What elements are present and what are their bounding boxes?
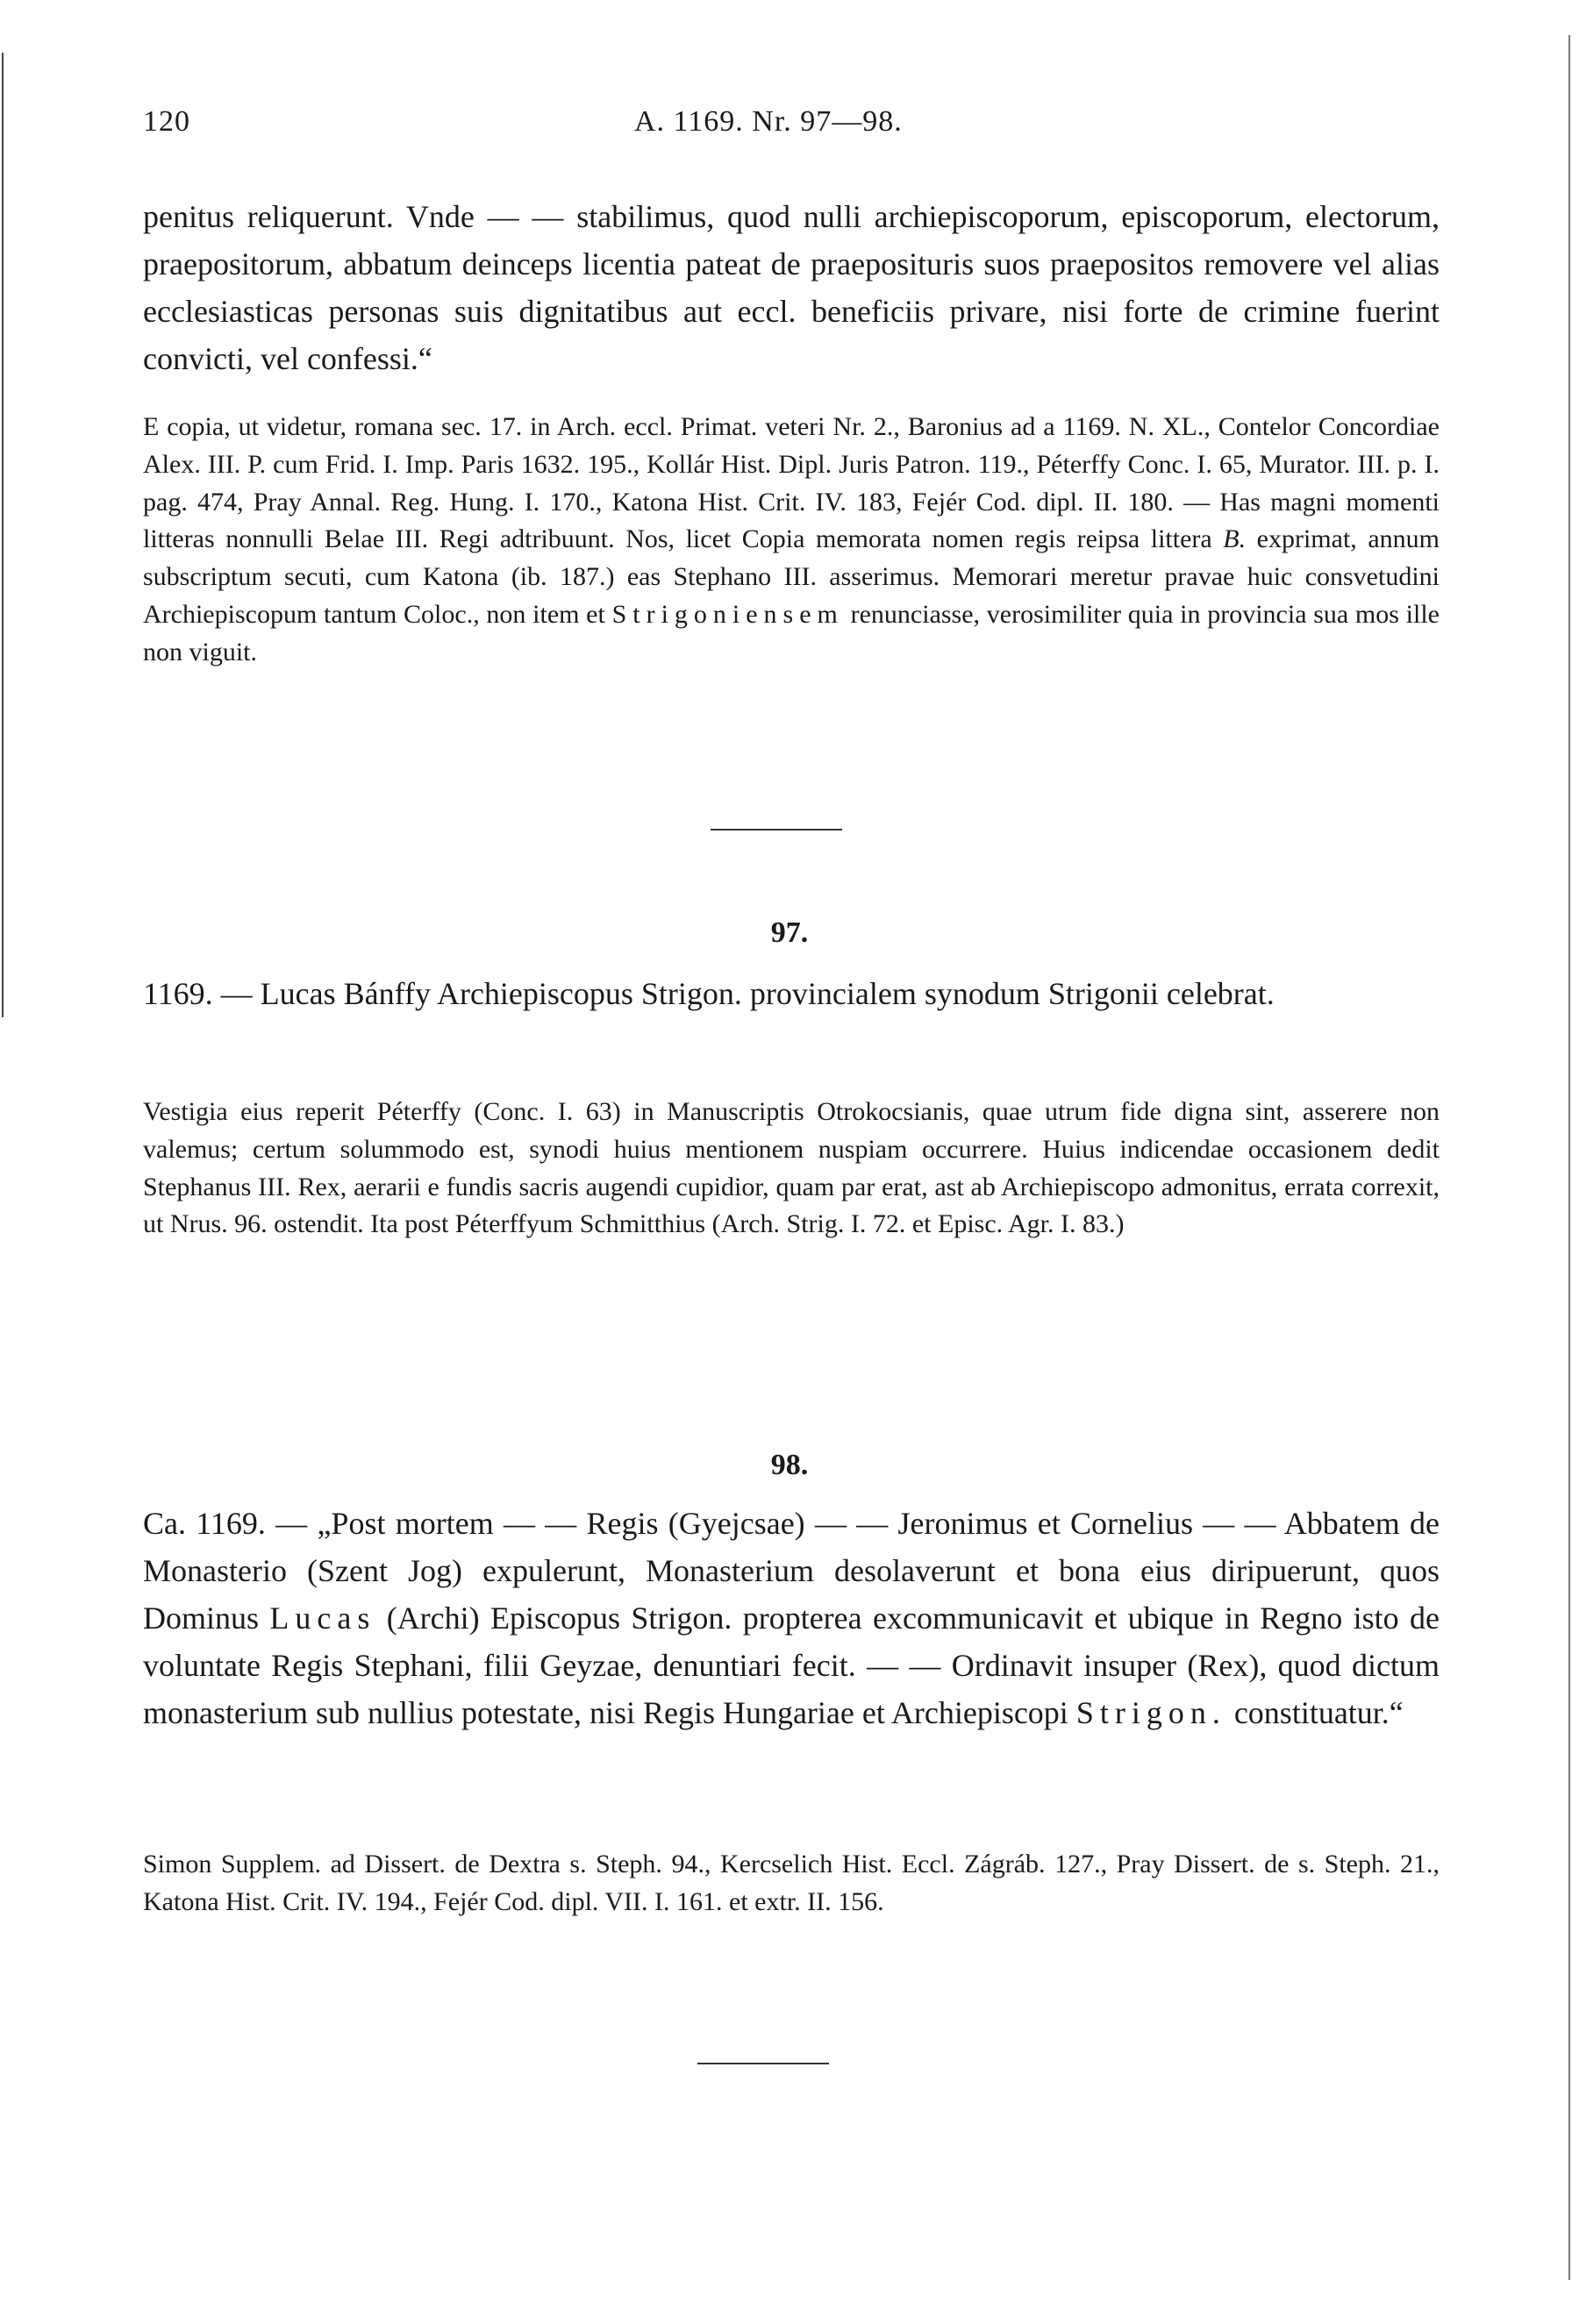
running-title: A. 1169. Nr. 97—98. — [634, 105, 903, 138]
note-text-part-2: exprimat, annum subscriptum secuti, cum Katona (ib. 187.) eas Stephano III. asserimus. Memorari meretur pravae huic consvetudini Archiepiscopum tantum Coloc., non item et — [143, 524, 1440, 629]
doc98-text-part-2: (Archi) Episcopus Strigon. propterea excommunicavit et ubique in Regno isto de voluntate Regis Stephani, filii Geyzae, denuntiari fecit. — — Ordinavit insuper (Rex), quod dictum monasterium sub nullius potestate, nisi Regis Hungariae et Archiepiscopi — [143, 1600, 1440, 1730]
page-number: 120 — [143, 105, 190, 138]
document-97-summary: 1169. — Lucas Bánffy Archiepiscopus Strigon. provincialem synodum Strigonii celebrat. — [143, 976, 1275, 1011]
section-divider-1 — [711, 829, 842, 831]
doc98-text-part-3: constituatur.“ — [1225, 1695, 1404, 1730]
right-scan-edge — [1568, 35, 1570, 2280]
note-italic-letter: B. — [1223, 524, 1247, 554]
document-98-note: Simon Supplem. ad Dissert. de Dextra s. Steph. 94., Kercselich Hist. Eccl. Zágráb. 127., Pray Dissert. de s. Steph. 21., Katona Hist. Crit. IV. 194., Fejér Cod. dipl. VII. I. 161. et extr. II. 156. — [143, 1850, 1440, 1916]
document-number-98: 98. — [770, 1449, 809, 1481]
doc98-spaced-place: Strigon. — [1075, 1695, 1226, 1730]
document-98-text — [143, 1500, 1440, 1736]
note-spaced-word: Strigoniensem — [611, 599, 844, 629]
note-text-part-3: renunciasse, verosimiliter quia in provincia sua mos ille non viguit. — [143, 599, 1440, 667]
section-divider-2 — [697, 2063, 829, 2064]
running-head — [143, 105, 1440, 149]
continuation-text: penitus reliquerunt. Vnde — — stabilimus, quod nulli archiepiscoporum, episcoporum, electorum, praepositorum, abbatum deinceps licentia pateat de praeposituris suos praepositos removere vel alias ecclesiasticas personas suis dignitatibus aut eccl. beneficiis privare, nisi forte de crimine fuerint convicti, vel confessi.“ — [143, 199, 1440, 376]
doc98-text-part-1: Ca. 1169. — „Post mortem — — Regis (Gyejcsae) — — Jeronimus et Cornelius — — Abbatem de Monasterio (Szent Jog) expulerunt, Monasterium desolaverunt et bona eius diripuerunt, quos Dominus — [143, 1506, 1440, 1636]
doc98-spaced-name: Lucas — [269, 1600, 376, 1636]
continuation-source-note — [143, 409, 1440, 672]
left-scan-edge — [2, 53, 4, 1017]
note-text-part-1: E copia, ut videtur, romana sec. 17. in Arch. eccl. Primat. veteri Nr. 2., Baronius ad a 1169. N. XL., Contelor Concordiae Alex. III. P. cum Frid. I. Imp. Paris 1632. 195., Kollár Hist. Dipl. Juris Patron. 119., Péterffy Conc. I. 65, Murator. III. p. I. pag. 474, Pray Annal. Reg. Hung. I. 170., Katona Hist. Crit. IV. 183, Fejér Cod. dipl. II. 180. — Has magni momenti litteras nonnulli Belae III. Regi adtribuunt. Nos, licet Copia memorata nomen regis reipsa littera — [143, 412, 1440, 554]
document-97-note: Vestigia eius reperit Péterffy (Conc. I. 63) in Manuscriptis Otrokocsianis, quae utrum fide digna sint, asserere non valemus; certum solummodo est, synodi huius mentionem nuspiam occurrere. Huius indicendae occasionem dedit Stephanus III. Rex, aerarii e fundis sacris augendi cupidior, quam par erat, ast ab Archiepiscopo admonitus, errata correxit, ut Nrus. 96. ostendit. Ita post Péterffyum Schmitthius (Arch. Strig. I. 72. et Episc. Agr. I. 83.) — [143, 1097, 1440, 1239]
document-number-97: 97. — [770, 916, 809, 949]
